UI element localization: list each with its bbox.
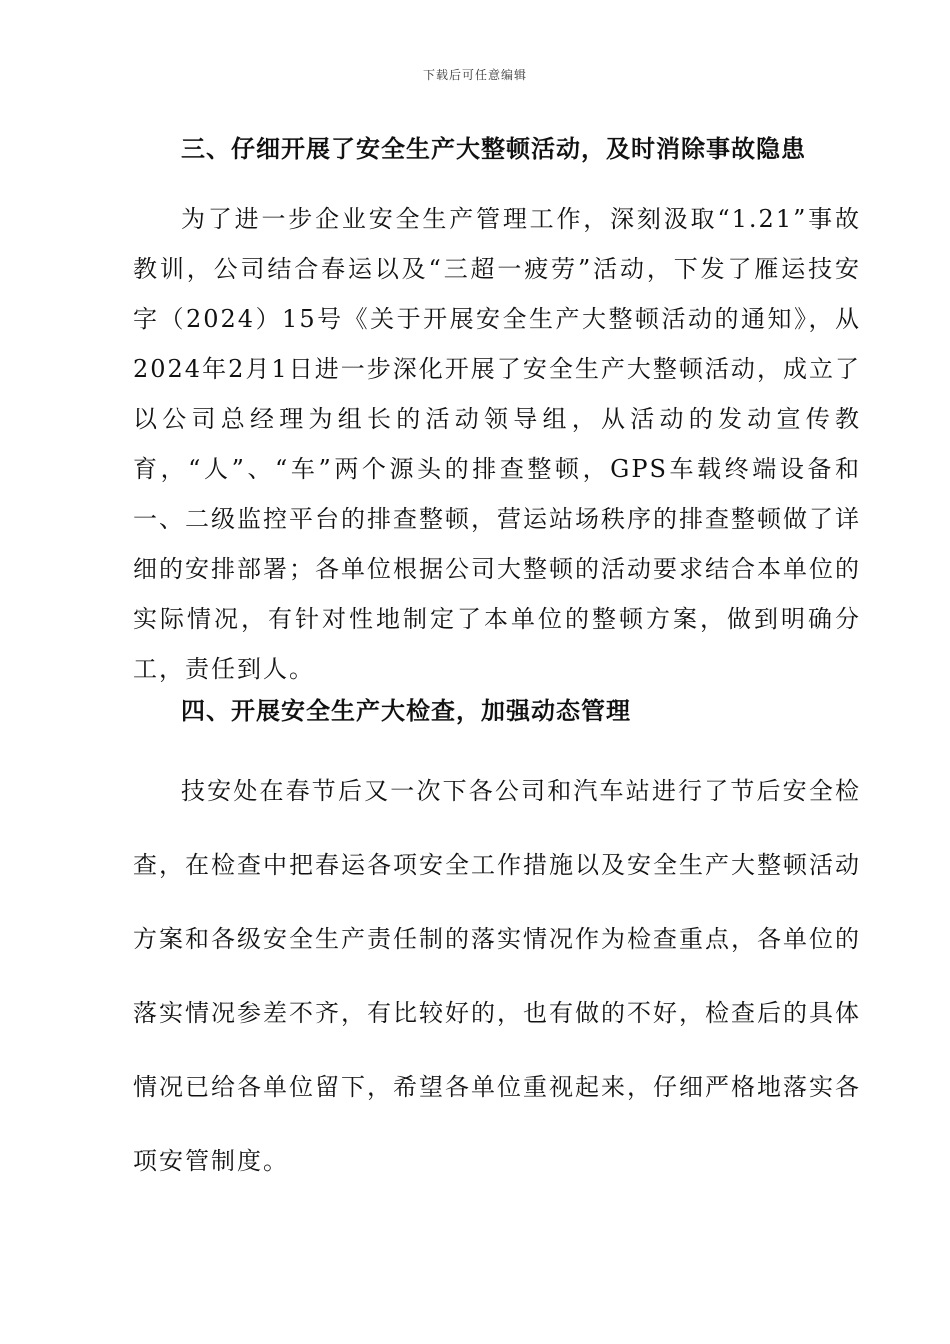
header-note: 下载后可任意编辑 xyxy=(422,68,527,82)
section-3-heading: 三、仔细开展了安全生产大整顿活动，及时消除事故隐患 xyxy=(181,134,806,163)
section-4-heading: 四、开展安全生产大检查，加强动态管理 xyxy=(181,696,631,725)
section-4-paragraph: 技安处在春节后又一次下各公司和汽车站进行了节后安全检查，在检查中把春运各项安全工作措施以及安全生产大整顿活动方案和各级安全生产责任制的落实情况作为检查重点，各单位的落实情况参差不齐，有比较好的，也有做的不好，检查后的具体情况已给各单位留下，希望各单位重视起来，仔细严格地落实各项安管制度。 xyxy=(133,777,861,1175)
section-3-paragraph: 为了进一步企业安全生产管理工作，深刻汲取“1.21”事故教训，公司结合春运以及“三超一疲劳”活动，下发了雁运技安字（2024）15号《关于开展安全生产大整顿活动的通知》，从2024年2月1日进一步深化开展了安全生产大整顿活动，成立了以公司总经理为组长的活动领导组，从活动的发动宣传教育，“人”、“车”两个源头的排查整顿，GPS车载终端设备和一、二级监控平台的排查整顿，营运站场秩序的排查整顿做了详细的安排部署；各单位根据公司大整顿的活动要求结合本单位的实际情况，有针对性地制定了本单位的整顿方案，做到明确分工，责任到人。 xyxy=(133,205,861,683)
